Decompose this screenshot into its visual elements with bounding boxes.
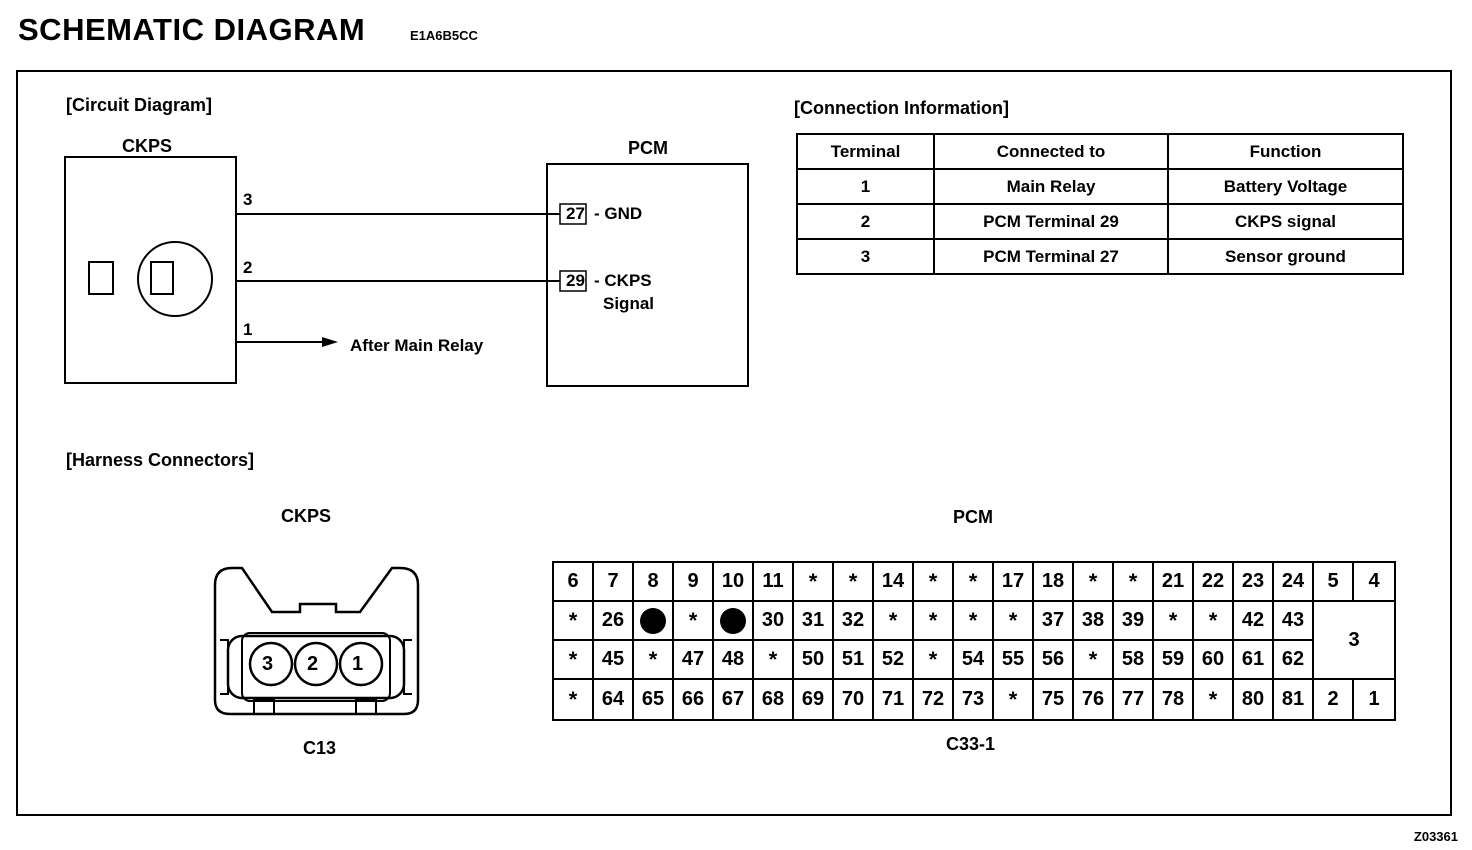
pcm-pin: 78 <box>1154 680 1194 719</box>
page-title: SCHEMATIC DIAGRAM <box>18 12 366 47</box>
pcm-pin-empty: * <box>914 563 954 602</box>
table-row <box>797 169 1403 204</box>
pcm-pin: 58 <box>1114 641 1154 680</box>
pcm-pin: 68 <box>754 680 794 719</box>
figure-id: Z03361 <box>1413 829 1458 844</box>
pcm-pin: 18 <box>1034 563 1074 602</box>
pcm-pin: 70 <box>834 680 874 719</box>
table-cell: Main Relay <box>934 169 1168 204</box>
ckps-connector-id: C13 <box>303 738 337 758</box>
pcm-pin: 39 <box>1114 602 1154 641</box>
pcm-pin: 56 <box>1034 641 1074 680</box>
pcm-pin: 50 <box>794 641 834 680</box>
table-cell: 2 <box>797 204 934 239</box>
pcm-pin: 75 <box>1034 680 1074 719</box>
pcm-pin-empty: * <box>914 602 954 641</box>
pcm-pin: 14 <box>874 563 914 602</box>
pcm-pin: 61 <box>1234 641 1274 680</box>
pcm-pin-empty: * <box>674 602 714 641</box>
table-header-row <box>797 134 1403 169</box>
pcm-pin-empty: * <box>554 680 594 719</box>
pcm-pin-empty: * <box>754 641 794 680</box>
pcm-pin: 10 <box>714 563 754 602</box>
pcm-pin: 59 <box>1154 641 1194 680</box>
pcm-label: PCM <box>628 138 668 158</box>
connection-section-label: [Connection Information] <box>794 98 1009 118</box>
pcm-terminal-number: 29 <box>566 271 585 290</box>
pcm-pin-empty: * <box>834 563 874 602</box>
pcm-pin-empty: * <box>1074 641 1114 680</box>
pcm-pin: 62 <box>1274 641 1314 680</box>
pcm-pin: 6 <box>554 563 594 602</box>
pcm-pin: 17 <box>994 563 1034 602</box>
pcm-pin-used-dot <box>634 602 674 641</box>
pcm-pin: 31 <box>794 602 834 641</box>
header-connected-to: Connected to <box>934 134 1168 169</box>
table-cell: CKPS signal <box>1168 204 1403 239</box>
pcm-pin-empty: * <box>994 602 1034 641</box>
pcm-pin: 48 <box>714 641 754 680</box>
pcm-connector-grid <box>552 561 1396 721</box>
document-code: E1A6B5CC <box>410 28 478 43</box>
pcm-pin: 1 <box>1368 688 1380 710</box>
wire-pin-number: 2 <box>243 258 253 277</box>
header-terminal: Terminal <box>797 134 934 169</box>
pcm-terminal-number: 27 <box>566 204 585 223</box>
pcm-pin-empty: * <box>1194 602 1234 641</box>
table-cell: Sensor ground <box>1168 239 1403 274</box>
pcm-pin-empty: * <box>994 680 1034 719</box>
pcm-pin: 51 <box>834 641 874 680</box>
pcm-pin-empty: * <box>874 602 914 641</box>
pcm-pin-merged: 3 <box>1314 602 1394 680</box>
pcm-pin: 65 <box>634 680 674 719</box>
pcm-pin-empty: * <box>634 641 674 680</box>
ckps-pin-label: 3 <box>262 653 274 675</box>
pcm-pin-empty: * <box>954 563 994 602</box>
connection-table <box>796 133 1404 275</box>
pcm-pin: 43 <box>1274 602 1314 641</box>
pcm-pin: 32 <box>834 602 874 641</box>
pcm-pin: 54 <box>954 641 994 680</box>
pcm-pin: 38 <box>1074 602 1114 641</box>
pcm-pin: 45 <box>594 641 634 680</box>
ckps-connector-title: CKPS <box>281 506 332 526</box>
circuit-section-label: [Circuit Diagram] <box>66 95 213 115</box>
pcm-pin: 71 <box>874 680 914 719</box>
pcm-pin: 21 <box>1154 563 1194 602</box>
harness-section-label: [Harness Connectors] <box>66 450 255 470</box>
pcm-pin: 11 <box>754 563 794 602</box>
pcm-connector-id: C33-1 <box>946 734 996 754</box>
table-cell: PCM Terminal 29 <box>934 204 1168 239</box>
pcm-pin: 24 <box>1274 563 1314 602</box>
table-cell: Battery Voltage <box>1168 169 1403 204</box>
ckps-pin-label: 2 <box>307 653 319 675</box>
pcm-terminal-function: - CKPS <box>594 271 652 290</box>
table-row <box>797 239 1403 274</box>
pcm-pin: 66 <box>674 680 714 719</box>
pcm-pin: 81 <box>1274 680 1314 719</box>
pcm-pin: 42 <box>1234 602 1274 641</box>
table-row <box>797 204 1403 239</box>
pcm-pin: 26 <box>594 602 634 641</box>
ckps-connector-drawing <box>215 568 418 714</box>
pcm-pin: 7 <box>594 563 634 602</box>
pin-dot-icon <box>640 608 666 634</box>
ckps-pin-symbol <box>89 262 113 294</box>
pcm-pin: 2 <box>1314 680 1354 719</box>
pcm-pin: 76 <box>1074 680 1114 719</box>
pcm-terminal-function-line2: Signal <box>603 294 655 313</box>
pcm-pin-empty: * <box>1114 563 1154 602</box>
pcm-pin: 47 <box>674 641 714 680</box>
pcm-pin: 80 <box>1234 680 1274 719</box>
pcm-pin: 69 <box>794 680 834 719</box>
pcm-pin: 67 <box>714 680 754 719</box>
pin-dot-icon <box>720 608 746 634</box>
table-cell: 1 <box>797 169 934 204</box>
pcm-pin-empty: * <box>794 563 834 602</box>
header-function: Function <box>1168 134 1403 169</box>
pcm-pin-empty: * <box>554 602 594 641</box>
pcm-pin: 60 <box>1194 641 1234 680</box>
ckps-label: CKPS <box>122 136 173 156</box>
pcm-pin: 64 <box>594 680 634 719</box>
pcm-pin-empty: * <box>554 641 594 680</box>
pcm-pin-empty: * <box>1194 680 1234 719</box>
pcm-pin-empty: * <box>914 641 954 680</box>
pcm-pin: 4 <box>1354 563 1394 602</box>
wire-pin-number: 1 <box>243 320 253 339</box>
pcm-pin: 73 <box>954 680 994 719</box>
pcm-pin: 5 <box>1314 563 1354 602</box>
table-cell: 3 <box>797 239 934 274</box>
pcm-pin: 30 <box>754 602 794 641</box>
pcm-pin-empty: * <box>1154 602 1194 641</box>
arrow-after-main-relay <box>322 337 338 347</box>
pcm-connector-title: PCM <box>953 507 993 527</box>
pcm-pin: 72 <box>914 680 954 719</box>
ckps-sensor-symbol <box>138 242 212 316</box>
pcm-pin: 22 <box>1194 563 1234 602</box>
pcm-terminal-function: - GND <box>594 204 643 223</box>
pcm-pin: 37 <box>1034 602 1074 641</box>
pcm-pin-empty: * <box>1074 563 1114 602</box>
pcm-pin-empty: * <box>954 602 994 641</box>
pcm-pin: 55 <box>994 641 1034 680</box>
table-cell: PCM Terminal 27 <box>934 239 1168 274</box>
pcm-pin: 9 <box>674 563 714 602</box>
pcm-pin: 8 <box>634 563 674 602</box>
pcm-pin-used-dot <box>714 602 754 641</box>
ckps-pin-label: 1 <box>352 653 364 675</box>
pcm-pin: 52 <box>874 641 914 680</box>
pcm-pin: 77 <box>1114 680 1154 719</box>
pcm-pin: 23 <box>1234 563 1274 602</box>
wire-pin-number: 3 <box>243 190 253 209</box>
after-main-relay-label: After Main Relay <box>350 336 484 355</box>
